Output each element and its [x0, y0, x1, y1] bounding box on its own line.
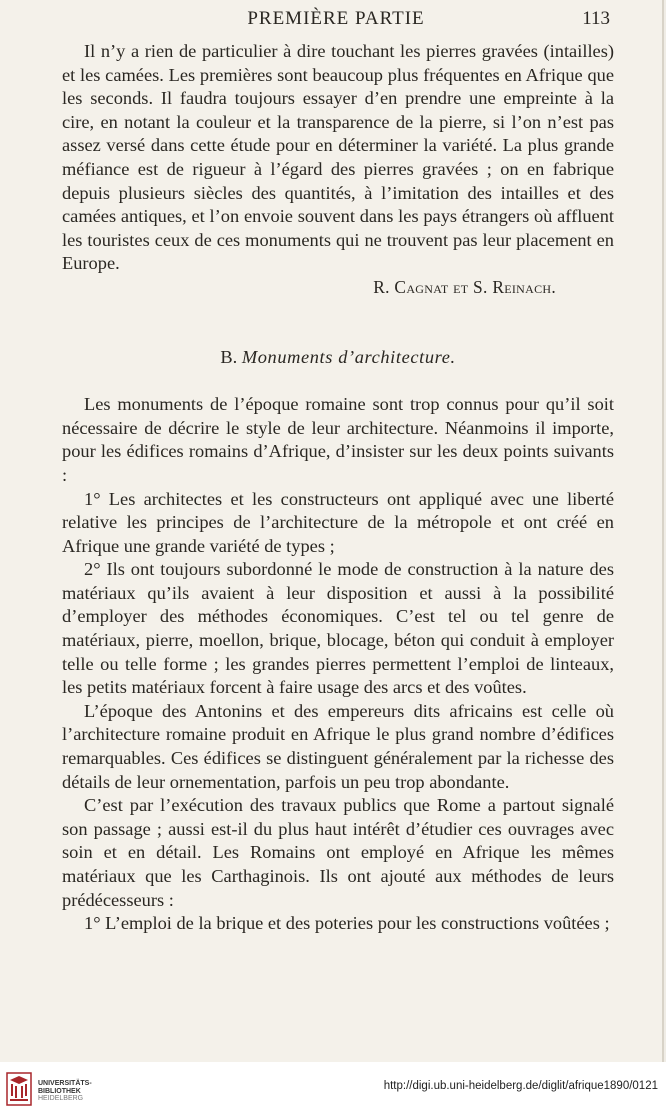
author-signature [62, 276, 614, 300]
paragraph-brick: 1° L’emploi de la brique et des poteries pour les constructions voûtées ; [84, 913, 610, 934]
university-library-logo-icon[interactable] [6, 1072, 32, 1106]
library-name-line3: HEIDELBERG [38, 1095, 84, 1102]
section-title: Monuments d’architecture. [241, 346, 456, 367]
paragraph-point-2: 2° Ils ont toujours subordonné le mode de construction à la nature des matériaux qu’ils avaient à leur disposition et aussi à la possibilité d’employer des méthodes économiques. C’est tel ou tel genre de matériaux, pierre, moellon, brique, blocage, béton qui conduit à employer telle ou telle forme ; les grandes pierres permettent l’emploi de linteaux, les petits matériaux forcent à faire usage des arcs et des voûtes. [62, 559, 614, 698]
page-number: 113 [582, 8, 610, 29]
section-letter: B. [220, 346, 238, 367]
signature-text: R. Cagnat et S. Reinach. [373, 276, 556, 297]
source-url-link[interactable]: http://digi.ub.uni-heidelberg.de/diglit/afrique1890/0121 [383, 1080, 658, 1092]
paragraph-intro: Les monuments de l’époque romaine sont trop connus pour qu’il soit nécessaire de décrire le style de leur architecture. Néanmoins il importe, pour les édifices romains d’Afrique, d’insister sur les deux points suivants : [62, 394, 614, 485]
paragraph-point-1: 1° Les architectes et les constructeurs ont appliqué avec une liberté relative les principes de l’architecture de la métropole et ont créé en Afrique une grande variété de types ; [62, 488, 614, 556]
paragraph-antonins: L’époque des Antonins et des empereurs dits africains est celle où l’architecture romaine produit en Afrique le plus grand nombre d’édifices remarquables. Ces édifices se distinguent généralement par la richesse des détails de leur ornementation, parfois un peu trop abondante. [62, 700, 614, 792]
running-title: PREMIÈRE PARTIE [247, 8, 425, 29]
text-block [62, 40, 614, 936]
running-head [62, 8, 610, 34]
paragraph-public-works: C’est par l’exécution des travaux publics que Rome a partout signalé son passage ; aussi est-il du plus haut intérêt d’étudier ces ouvrages avec soin et en détail. Les Romains ont employé en Afrique les mêmes matériaux que les Carthaginois. Ils ont ajouté aux méthodes de leurs prédécesseurs : [62, 795, 614, 910]
library-name[interactable] [38, 1080, 92, 1103]
library-name-line1: UNIVERSITÄTS- [38, 1080, 92, 1087]
library-name-line2: BIBLIOTHEK [38, 1087, 81, 1095]
section-heading [62, 346, 614, 370]
digitization-footer [0, 1062, 666, 1117]
paragraph-engraved-stones: Il n’y a rien de particulier à dire touchant les pierres gravées (intailles) et les camées. Les premières sont beaucoup plus fréquentes en Afrique que les seconds. Il faudra toujours essayer d’en prendre une empreinte à la cire, en notant la couleur et la transparence de la pierre, si l’on n’est pas assez versé dans cette étude pour en déterminer la variété. La plus grande méfiance est de rigueur à l’égard des pierres gravées ; on en fabrique depuis plusieurs siècles des quantités, à l’imitation des intailles et des camées antiques, et l’on envoie souvent dans les pays étrangers où affluent les touristes ceux de ces monuments qui ne trouvent pas leur placement en Europe. [62, 41, 614, 274]
